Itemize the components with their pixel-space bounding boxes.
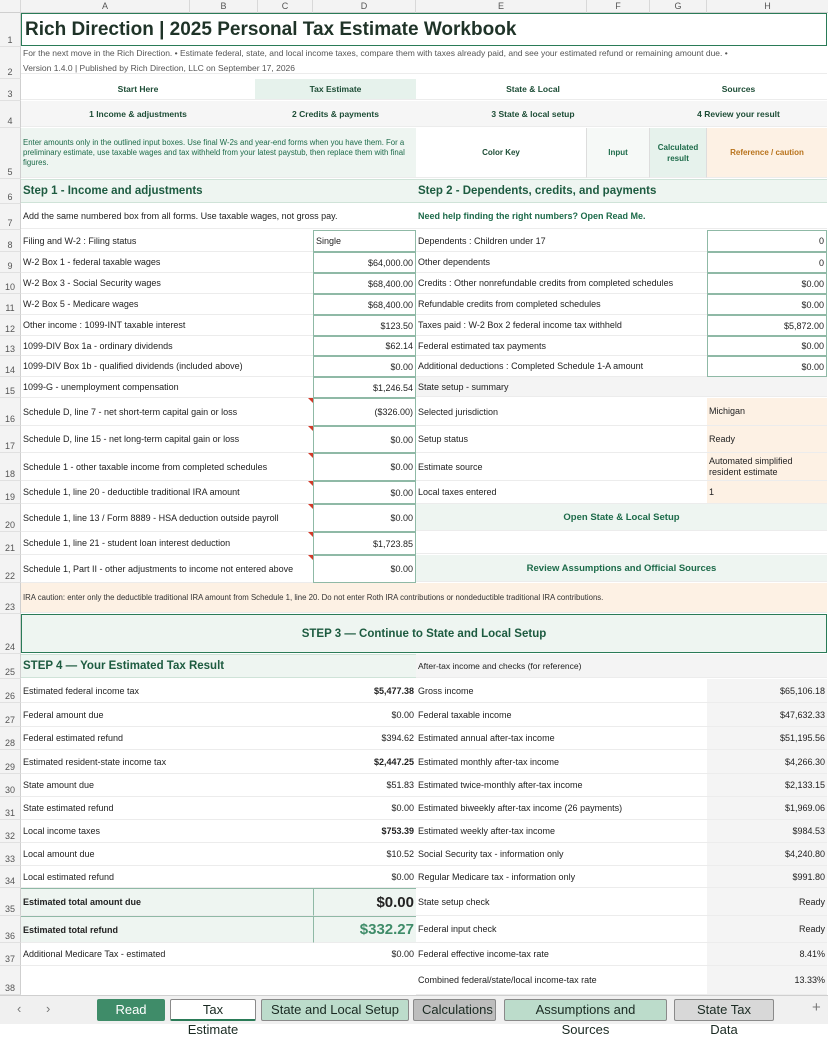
column-header-f[interactable]: F	[587, 0, 650, 13]
income-input[interactable]: $1,246.54	[313, 377, 416, 398]
state-summary-value: Michigan	[707, 398, 827, 426]
income-label: 1099-G - unemployment compensation	[21, 377, 313, 398]
credit-input[interactable]: $0.00	[707, 356, 827, 377]
credit-input[interactable]: 0	[707, 230, 827, 252]
row-header[interactable]: 1	[0, 13, 21, 47]
open-state-local-setup-button[interactable]: Open State & Local Setup	[416, 504, 827, 531]
credit-input[interactable]: 0	[707, 252, 827, 273]
income-input[interactable]: $0.00	[313, 504, 416, 532]
row-header[interactable]: 6	[0, 179, 21, 204]
income-input[interactable]: $0.00	[313, 453, 416, 481]
reference-value: $51,195.56	[707, 727, 827, 750]
row-header[interactable]: 23	[0, 583, 21, 614]
row-header[interactable]: 5	[0, 128, 21, 179]
income-label: Schedule 1, line 21 - student loan interest deduction	[21, 532, 313, 555]
row-header[interactable]: 29	[0, 750, 21, 774]
row-header[interactable]: 13	[0, 336, 21, 356]
result-value: $10.52	[313, 843, 416, 866]
ira-caution: IRA caution: enter only the deductible traditional IRA amount from Schedule 1, line 20. Do not enter Roth IRA contributions or nondeductible traditional IRA contributions.	[21, 583, 827, 613]
row-header[interactable]: 7	[0, 204, 21, 230]
reference-value: $984.53	[707, 820, 827, 843]
row-header[interactable]: 25	[0, 654, 21, 679]
column-header-d[interactable]: D	[313, 0, 416, 13]
reference-value: $47,632.33	[707, 703, 827, 727]
income-input[interactable]: $0.00	[313, 356, 416, 377]
step-nav-1[interactable]: 1 Income & adjustments	[21, 101, 255, 127]
reference-value: $4,240.80	[707, 843, 827, 866]
result-value: $0.00	[313, 797, 416, 820]
add-sheet-icon[interactable]: +	[812, 999, 821, 1016]
result-value: $51.83	[313, 774, 416, 797]
income-input[interactable]: $0.00	[313, 555, 416, 583]
credit-label: Other dependents	[416, 252, 707, 273]
row-header[interactable]: 3	[0, 79, 21, 101]
result-value: $332.27	[313, 916, 416, 943]
reference-value: 8.41%	[707, 943, 827, 966]
income-input[interactable]: $68,400.00	[313, 273, 416, 294]
scroll-left-icon[interactable]: ‹	[17, 1001, 22, 1016]
instructions: Enter amounts only in the outlined input boxes. Use final W-2s and year-end forms when you have them. For a preliminary estimate, use taxable wages and tax withheld from your latest paystub, then replace them with final figures.	[21, 128, 416, 178]
color-key-reference: Reference / caution	[707, 128, 827, 178]
reference-value: Ready	[707, 916, 827, 943]
step1-header: Step 1 - Income and adjustments	[21, 179, 416, 203]
reference-value: $991.80	[707, 866, 827, 888]
nav-start-here[interactable]: Start Here	[21, 79, 255, 100]
reference-value: $1,969.06	[707, 797, 827, 820]
result-label: Local estimated refund	[21, 866, 313, 888]
income-label: 1099-DIV Box 1a - ordinary dividends	[21, 336, 313, 356]
credit-input[interactable]: $0.00	[707, 336, 827, 356]
credit-label: Credits : Other nonrefundable credits from completed schedules	[416, 273, 707, 294]
reference-label: Federal effective income-tax rate	[416, 943, 707, 966]
nav-tax-estimate[interactable]: Tax Estimate	[255, 79, 416, 100]
row-header[interactable]: 35	[0, 888, 21, 916]
blank-cell	[416, 532, 827, 554]
income-label: Schedule D, line 7 - net short-term capital gain or loss	[21, 398, 313, 426]
income-input[interactable]: $62.14	[313, 336, 416, 356]
result-label: State amount due	[21, 774, 313, 797]
row-header[interactable]: 31	[0, 797, 21, 820]
column-header-c[interactable]: C	[258, 0, 313, 13]
state-summary-value: 1	[707, 481, 827, 504]
reference-value: 13.33%	[707, 966, 827, 995]
result-value: $0.00	[313, 888, 416, 916]
comment-indicator[interactable]	[308, 532, 313, 537]
reference-label: Estimated biweekly after-tax income (26 payments)	[416, 797, 707, 820]
income-input[interactable]: Single	[313, 230, 416, 252]
income-label: Schedule 1, line 20 - deductible traditional IRA amount	[21, 481, 313, 504]
step4-reference-header: After-tax income and checks (for reference)	[416, 654, 827, 678]
result-label: Additional Medicare Tax - estimated	[21, 943, 313, 966]
row-header[interactable]: 8	[0, 230, 21, 252]
row-header[interactable]: 34	[0, 866, 21, 888]
credit-input[interactable]: $5,872.00	[707, 315, 827, 336]
row-header[interactable]: 19	[0, 481, 21, 504]
nav-sources[interactable]: Sources	[650, 79, 827, 100]
state-summary-label: Estimate source	[416, 453, 707, 481]
result-value: $753.39	[313, 820, 416, 843]
comment-indicator[interactable]	[308, 555, 313, 560]
review-assumptions-button[interactable]: Review Assumptions and Official Sources	[416, 555, 827, 582]
result-value: $0.00	[313, 943, 416, 966]
sheet-tab-state-local-setup[interactable]: State and Local Setup	[261, 999, 409, 1021]
column-header-bar	[0, 0, 828, 13]
comment-indicator[interactable]	[308, 453, 313, 458]
result-value: $0.00	[313, 866, 416, 888]
select-all-corner[interactable]	[0, 0, 21, 13]
credit-input[interactable]: $0.00	[707, 294, 827, 315]
row-header[interactable]: 22	[0, 555, 21, 583]
result-value: $394.62	[313, 727, 416, 750]
comment-indicator[interactable]	[308, 481, 313, 486]
result-value: $5,477.38	[313, 679, 416, 703]
income-label: Schedule 1, line 13 / Form 8889 - HSA deduction outside payroll	[21, 504, 313, 532]
color-key-calculated: Calculated result	[650, 128, 707, 178]
income-label: 1099-DIV Box 1b - qualified dividends (included above)	[21, 356, 313, 377]
reference-label: Gross income	[416, 679, 707, 703]
state-summary-label: Setup status	[416, 426, 707, 453]
result-label: Estimated federal income tax	[21, 679, 313, 703]
comment-indicator[interactable]	[308, 398, 313, 403]
step2-note-read-me-link[interactable]: Need help finding the right numbers? Open Read Me.	[416, 204, 827, 229]
row-header[interactable]: 37	[0, 943, 21, 966]
row-header[interactable]: 38	[0, 966, 21, 995]
sheet-tab-assumptions-sources[interactable]: Assumptions and Sources	[504, 999, 667, 1021]
reference-value: Ready	[707, 888, 827, 916]
income-input[interactable]: $68,400.00	[313, 294, 416, 315]
state-summary-label: Local taxes entered	[416, 481, 707, 504]
row-header[interactable]: 17	[0, 426, 21, 453]
row-header[interactable]: 4	[0, 101, 21, 128]
income-input[interactable]: $123.50	[313, 315, 416, 336]
credit-label: Refundable credits from completed schedules	[416, 294, 707, 315]
income-input[interactable]: $0.00	[313, 481, 416, 504]
sheet-tab-read-me[interactable]: Read Me	[97, 999, 165, 1021]
credit-label: Additional deductions : Completed Schedule 1-A amount	[416, 356, 707, 377]
comment-indicator[interactable]	[308, 426, 313, 431]
row-header[interactable]: 26	[0, 679, 21, 703]
credit-label: Dependents : Children under 17	[416, 230, 707, 252]
row-header[interactable]: 14	[0, 356, 21, 377]
result-label: Estimated total refund	[21, 916, 313, 943]
result-label: State estimated refund	[21, 797, 313, 820]
row-header[interactable]: 12	[0, 315, 21, 336]
color-key-label: Color Key	[416, 128, 587, 178]
step3-continue-button[interactable]: STEP 3 — Continue to State and Local Setup	[21, 614, 827, 653]
comment-indicator[interactable]	[308, 504, 313, 509]
row-header[interactable]: 10	[0, 273, 21, 294]
row-header[interactable]: 16	[0, 398, 21, 426]
result-label: Federal estimated refund	[21, 727, 313, 750]
row-header[interactable]: 30	[0, 774, 21, 797]
row-header[interactable]: 11	[0, 294, 21, 315]
income-label: Other income : 1099-INT taxable interest	[21, 315, 313, 336]
color-key-input: Input	[587, 128, 650, 178]
income-label: W-2 Box 5 - Medicare wages	[21, 294, 313, 315]
result-label: Federal amount due	[21, 703, 313, 727]
result-value: $2,447.25	[313, 750, 416, 774]
income-label: W-2 Box 1 - federal taxable wages	[21, 252, 313, 273]
sheet-tab-tax-estimate[interactable]: Tax Estimate	[170, 999, 256, 1021]
row-header[interactable]: 2	[0, 47, 21, 79]
reference-label: Estimated weekly after-tax income	[416, 820, 707, 843]
state-summary-label: Selected jurisdiction	[416, 398, 707, 426]
income-input[interactable]: $1,723.85	[313, 532, 416, 555]
column-header-a[interactable]: A	[21, 0, 190, 13]
reference-label: Estimated monthly after-tax income	[416, 750, 707, 774]
nav-state-local[interactable]: State & Local	[416, 79, 650, 100]
row-header[interactable]: 24	[0, 614, 21, 654]
result-label: Estimated total amount due	[21, 888, 313, 916]
step-nav-4[interactable]: 4 Review your result	[650, 101, 827, 127]
row-header[interactable]: 33	[0, 843, 21, 866]
sheet-tab-bar	[0, 995, 828, 1037]
page-title[interactable]: Rich Direction | 2025 Personal Tax Estimate Workbook	[21, 13, 827, 46]
step1-note: Add the same numbered box from all forms. Use taxable wages, not gross pay.	[21, 204, 416, 229]
step-nav-2[interactable]: 2 Credits & payments	[255, 101, 416, 127]
step4-header: STEP 4 — Your Estimated Tax Result	[21, 654, 416, 678]
row-header[interactable]: 20	[0, 504, 21, 532]
row-header[interactable]: 21	[0, 532, 21, 555]
credit-input[interactable]: $0.00	[707, 273, 827, 294]
column-header-h[interactable]: H	[764, 1, 771, 11]
result-label: Estimated resident-state income tax	[21, 750, 313, 774]
row-header[interactable]: 27	[0, 703, 21, 727]
subtitle-line-1: For the next move in the Rich Direction. • Estimate federal, state, and local income taxes, compare them with taxes already paid, and see your estimated refund or remaining amount due. •	[23, 48, 728, 58]
result-value: $0.00	[313, 703, 416, 727]
row-header[interactable]: 36	[0, 916, 21, 943]
income-label: Filing and W-2 : Filing status	[21, 230, 313, 252]
income-label: Schedule 1, Part II - other adjustments to income not entered above	[21, 555, 313, 583]
income-input[interactable]: ($326.00)	[313, 398, 416, 426]
sheet-tab-state-tax-data[interactable]: State Tax Data	[674, 999, 774, 1021]
state-summary-header: State setup - summary	[416, 377, 827, 397]
column-header-g[interactable]: G	[650, 0, 707, 13]
row-header[interactable]: 28	[0, 727, 21, 750]
column-header-b[interactable]: B	[190, 0, 258, 13]
reference-label: Combined federal/state/local income-tax rate	[416, 966, 707, 995]
reference-label: Regular Medicare tax - information only	[416, 866, 707, 888]
row-header[interactable]: 15	[0, 377, 21, 398]
step2-header: Step 2 - Dependents, credits, and payments	[416, 179, 827, 203]
result-label: Local amount due	[21, 843, 313, 866]
scroll-right-icon[interactable]: ›	[46, 1001, 51, 1016]
income-input[interactable]: $64,000.00	[313, 252, 416, 273]
reference-value: $65,106.18	[707, 679, 827, 703]
income-input[interactable]: $0.00	[313, 426, 416, 453]
income-label: W-2 Box 3 - Social Security wages	[21, 273, 313, 294]
reference-label: Estimated annual after-tax income	[416, 727, 707, 750]
reference-label: Social Security tax - information only	[416, 843, 707, 866]
state-summary-value: Automated simplified resident estimate	[707, 453, 827, 481]
reference-label: Estimated twice-monthly after-tax income	[416, 774, 707, 797]
result-label: Local income taxes	[21, 820, 313, 843]
subtitle-line-2: Version 1.4.0 | Published by Rich Direction, LLC on September 17, 2026	[21, 62, 827, 74]
income-label: Schedule 1 - other taxable income from completed schedules	[21, 453, 313, 481]
column-header-e[interactable]: E	[416, 0, 587, 13]
reference-label: State setup check	[416, 888, 707, 916]
sheet-tab-calculations[interactable]: Calculations	[413, 999, 496, 1021]
row-header[interactable]: 18	[0, 453, 21, 481]
reference-value: $2,133.15	[707, 774, 827, 797]
credit-label: Taxes paid : W-2 Box 2 federal income tax withheld	[416, 315, 707, 336]
income-label: Schedule D, line 15 - net long-term capital gain or loss	[21, 426, 313, 453]
reference-value: $4,266.30	[707, 750, 827, 774]
reference-label: Federal taxable income	[416, 703, 707, 727]
row-header[interactable]: 9	[0, 252, 21, 273]
state-summary-value: Ready	[707, 426, 827, 453]
reference-label: Federal input check	[416, 916, 707, 943]
step-nav-3[interactable]: 3 State & local setup	[416, 101, 650, 127]
row-header[interactable]: 32	[0, 820, 21, 843]
credit-label: Federal estimated tax payments	[416, 336, 707, 356]
